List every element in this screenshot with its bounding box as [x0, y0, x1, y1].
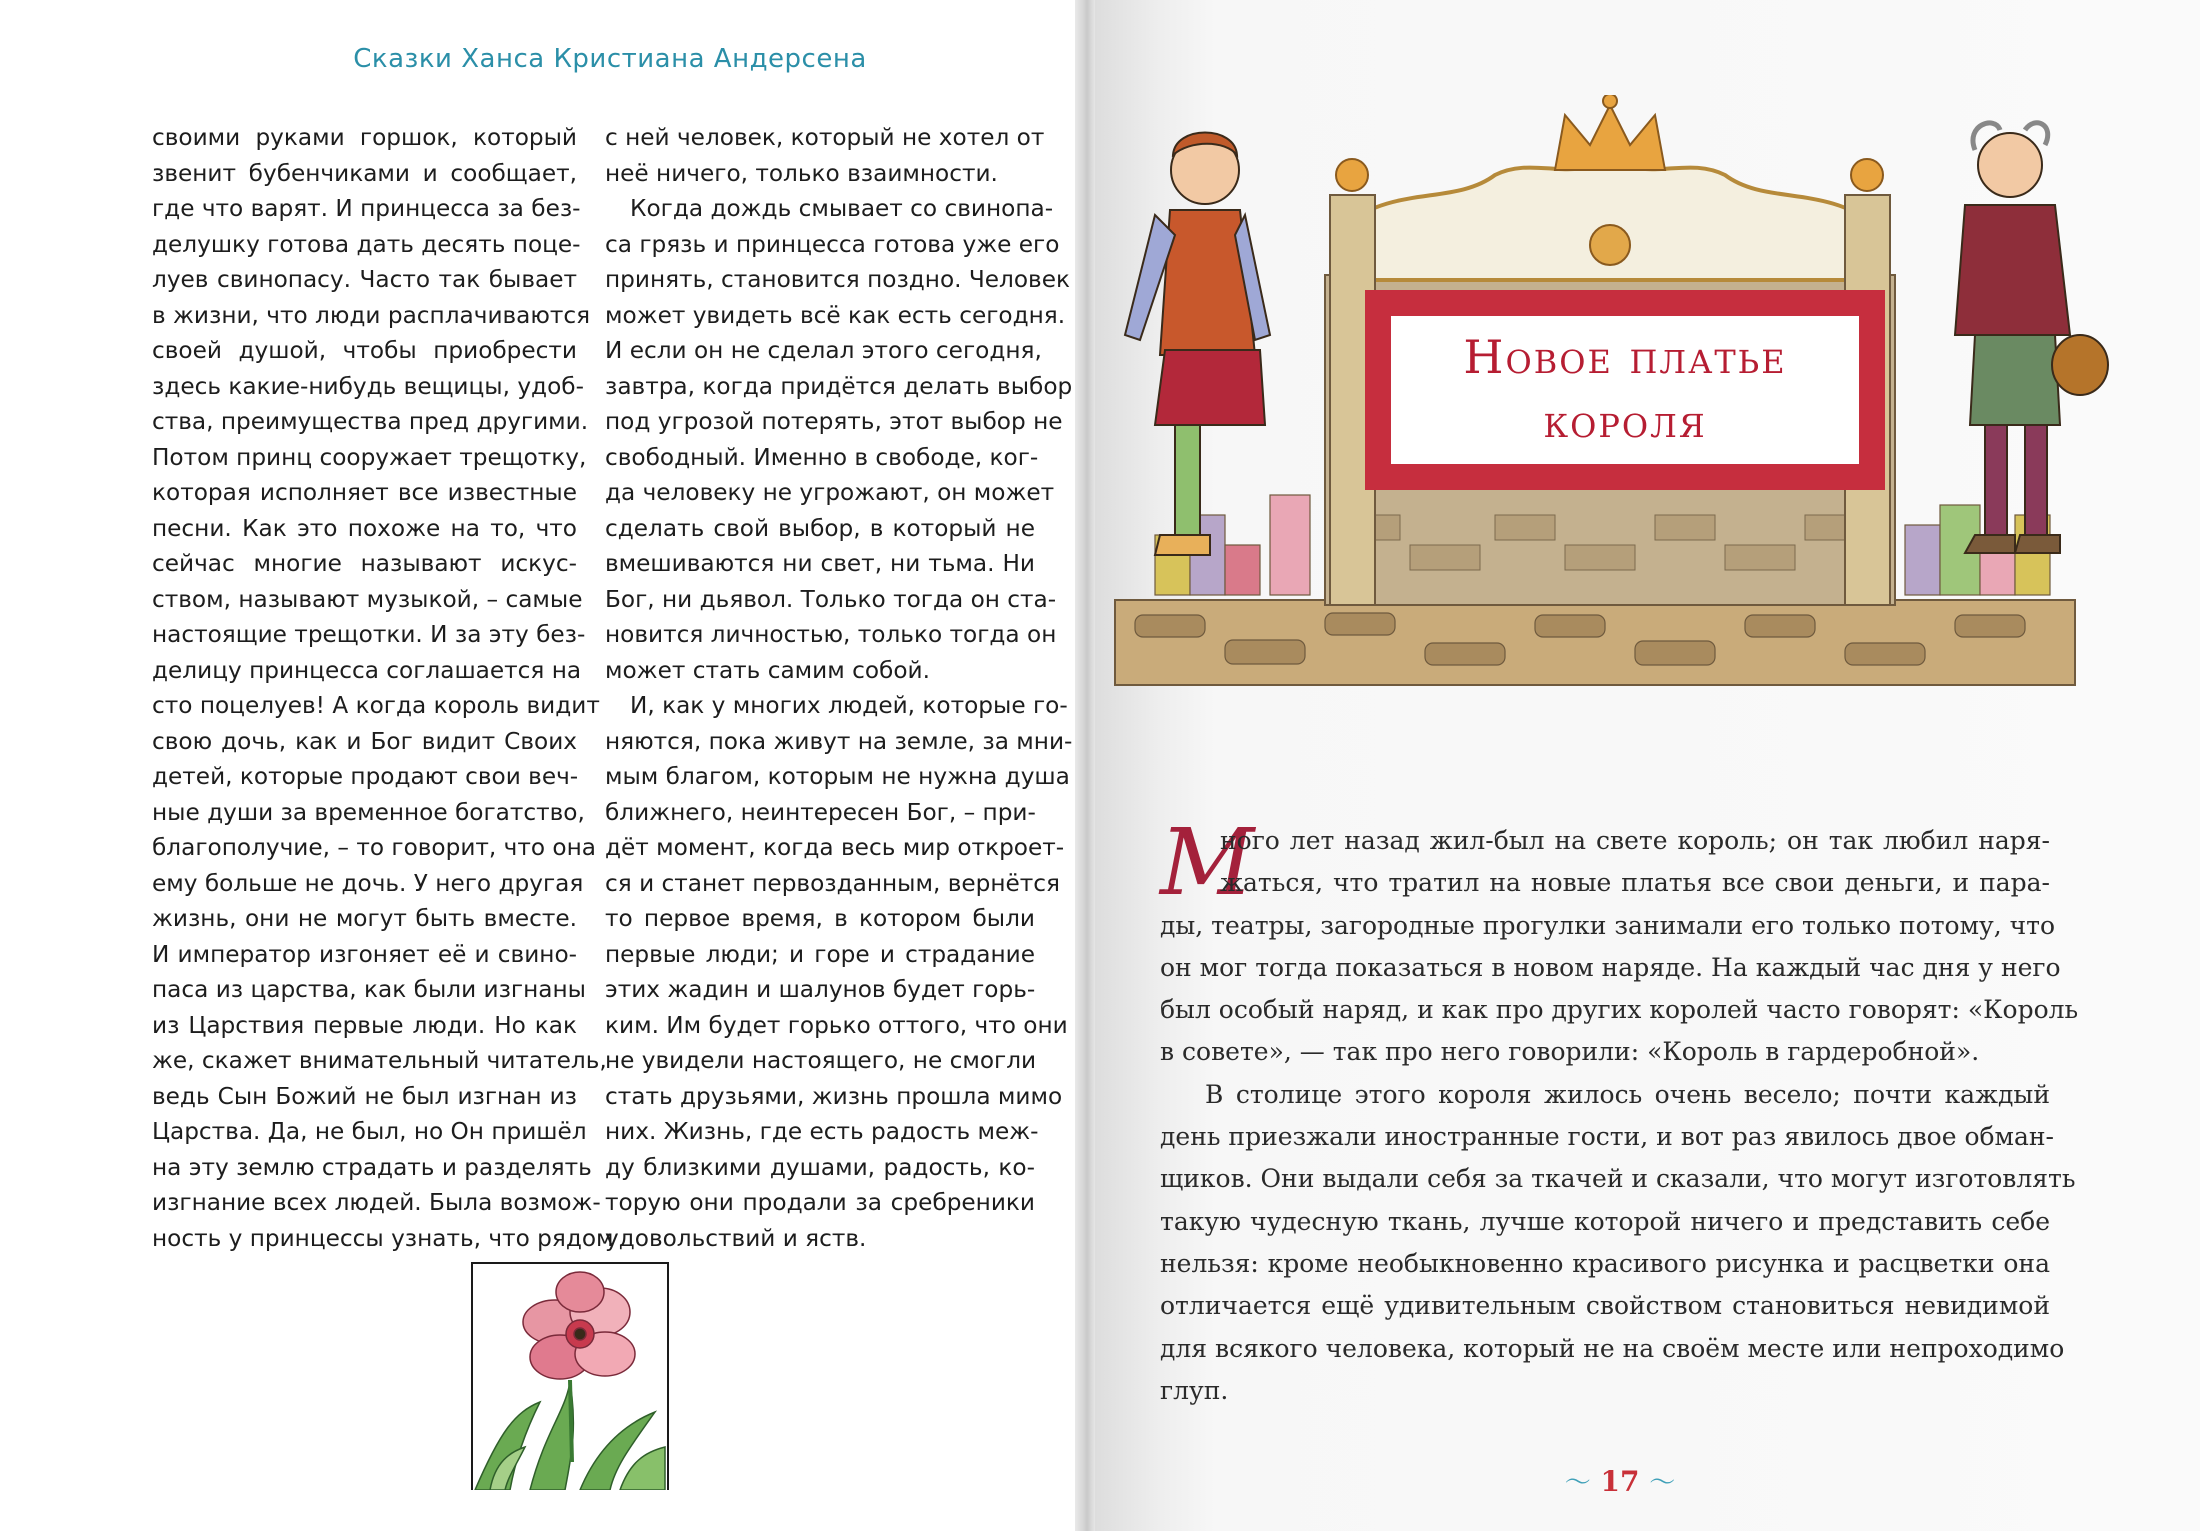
page-folio	[1540, 1462, 1700, 1499]
story-line: в совете», — так про него говорили: «Король в гардеробной».	[1160, 1037, 1980, 1067]
story-line: для всякого человека, который не на своём месте или непроходимо	[1160, 1333, 2065, 1363]
folio-ornament-left: 〜	[1564, 1468, 1591, 1498]
story-line: он мог тогда показаться в новом наряде. На каждый час дня у него	[1160, 952, 2061, 982]
story-line: отличается ещё удивительным свойством становиться невидимой	[1160, 1291, 2050, 1321]
story-line: нельзя: кроме необыкновенно красивого рисунка и расцветки она	[1160, 1248, 2050, 1278]
text-line: своей душой, чтобы приобрести	[152, 337, 577, 364]
text-line: где что варят. И принцесса за без-	[152, 195, 581, 222]
story-line: В столице этого короля жилось очень весело; почти каждый	[1205, 1079, 2050, 1109]
story-line: жаться, что тратил на новые платья все свои деньги, и пара-	[1220, 868, 2050, 898]
text-line: неё ничего, только взаимности.	[605, 159, 998, 187]
text-line: песни. Как это похоже на то, что	[152, 514, 577, 542]
text-line: ные души за временное богатство,	[152, 798, 585, 826]
flower-illustration	[470, 1262, 670, 1490]
story-line: день приезжали иностранные гости, и вот раз явилось двое обман-	[1160, 1122, 2055, 1152]
story-text	[1160, 820, 2079, 1412]
left-text-column-2	[605, 120, 1073, 1256]
text-line: изгнание всех людей. Была возмож-	[152, 1189, 601, 1216]
story-line: такую чудесную ткань, лучше которой ничего и представить себе	[1160, 1206, 2050, 1236]
text-line: паса из царства, как были изгнаны	[152, 976, 586, 1003]
text-line: ким. Им будет горько оттого, что они	[605, 1011, 1068, 1039]
title-line-1: Новое платье	[1463, 330, 1787, 384]
story-line: был особый наряд, и как про других королей часто говорят: «Король	[1160, 995, 2079, 1025]
text-line: на эту землю страдать и разделять	[152, 1153, 592, 1181]
text-line: ближнего, неинтересен Бог, – при-	[605, 798, 1036, 826]
text-line: сделать свой выбор, в который не	[605, 514, 1035, 542]
text-line: может стать самим собой.	[605, 656, 930, 684]
text-line: Царства. Да, не был, но Он пришёл	[152, 1118, 587, 1145]
text-line: И император изгоняет её и свино-	[152, 940, 577, 968]
text-line: может увидеть всё как есть сегодня.	[605, 301, 1066, 329]
text-line: свою дочь, как и Бог видит Своих	[152, 727, 577, 755]
text-line: ства, преимущества пред другими.	[152, 408, 589, 435]
text-line: своими руками горшок, который	[152, 124, 577, 151]
text-line: стать друзьями, жизнь прошла мимо	[605, 1082, 1063, 1110]
text-line: ся и станет первозданным, вернётся	[605, 869, 1060, 897]
story-title	[1365, 325, 1885, 453]
text-line: вмешиваются ни свет, ни тьма. Ни	[605, 550, 1035, 577]
story-line: щиков. Они выдали себя за ткачей и сказали, что могут изготовлять	[1160, 1164, 2076, 1194]
text-line: ему больше не дочь. У него другая	[152, 869, 584, 897]
text-line: удовольствий и яств.	[605, 1224, 867, 1252]
text-line: которая исполняет все известные	[152, 479, 577, 506]
left-text-column-1	[152, 120, 614, 1256]
text-line: няются, пока живут на земле, за мни-	[605, 727, 1073, 755]
text-line: Бог, ни дьявол. Только тогда он ста-	[605, 585, 1057, 613]
text-line: принять, становится поздно. Человек	[605, 266, 1070, 293]
text-line: детей, которые продают свои веч-	[152, 763, 579, 790]
text-line: делицу принцесса соглашается на	[152, 656, 582, 684]
text-line: И если он не сделал этого сегодня,	[605, 337, 1042, 364]
text-line: да человеку не угрожают, он может	[605, 479, 1055, 506]
text-line: жизнь, они не могут быть вместе.	[152, 905, 577, 932]
story-line: ного лет назад жил-был на свете король; он так любил наря-	[1220, 826, 2050, 855]
text-line: ством, называют музыкой, – самые	[152, 585, 583, 613]
text-line: не увидели настоящего, не смогли	[605, 1047, 1037, 1074]
story-line: глуп.	[1160, 1375, 1229, 1405]
text-line: завтра, когда придётся делать выбор	[605, 372, 1073, 400]
text-line: то первое время, в котором были	[605, 905, 1035, 932]
text-line: новится личностью, только тогда он	[605, 621, 1057, 648]
text-line: сейчас многие называют искус-	[152, 550, 577, 577]
text-line: мым благом, которым не нужна душа	[605, 763, 1070, 790]
text-line: настоящие трещотки. И за эту без-	[152, 621, 586, 648]
text-line: здесь какие-нибудь вещицы, удоб-	[152, 372, 584, 400]
text-line: Потом принц сооружает трещотку,	[152, 443, 587, 471]
text-line: них. Жизнь, где есть радость меж-	[605, 1118, 1039, 1145]
text-line: свободный. Именно в свободе, ког-	[605, 443, 1039, 471]
book-gutter	[1075, 0, 1095, 1531]
text-line: под угрозой потерять, этот выбор не	[605, 408, 1063, 435]
page-number: 17	[1600, 1465, 1640, 1498]
text-line: са грязь и принцесса готова уже его	[605, 230, 1060, 258]
text-line: ду близкими душами, радость, ко-	[605, 1153, 1035, 1181]
text-line: с ней человек, который не хотел от	[605, 124, 1045, 151]
title-line-2: короля	[1543, 394, 1707, 448]
text-line: благополучие, – то говорит, что она	[152, 834, 596, 861]
story-line: ды, театры, загородные прогулки занимали его только потому, что	[1160, 910, 2056, 940]
text-line: Когда дождь смывает со свинопа-	[630, 195, 1054, 222]
folio-ornament-right: 〜	[1649, 1468, 1676, 1498]
text-line: делушку готова дать десять поце-	[152, 230, 581, 258]
text-line: из Царствия первые люди. Но как	[152, 1011, 577, 1039]
text-line: И, как у многих людей, которые го-	[630, 692, 1068, 719]
running-head: Сказки Ханса Кристиана Андерсена	[353, 44, 867, 74]
drop-cap: М	[1160, 809, 1255, 916]
text-line: в жизни, что люди расплачиваются	[152, 301, 591, 329]
text-line: же, скажет внимательный читатель,	[152, 1047, 607, 1074]
text-line: ведь Сын Божий не был изгнан из	[152, 1082, 577, 1110]
text-line: первые люди; и горе и страдание	[605, 940, 1035, 968]
text-line: сто поцелуев! А когда король видит	[152, 692, 600, 719]
text-line: ность у принцессы узнать, что рядом	[152, 1224, 614, 1252]
text-line: звенит бубенчиками и сообщает,	[152, 159, 577, 187]
text-line: луев свинопасу. Часто так бывает	[152, 266, 577, 293]
text-line: этих жадин и шалунов будет горь-	[605, 976, 1036, 1003]
text-line: торую они продали за сребреники	[605, 1189, 1035, 1216]
text-line: дёт момент, когда весь мир откроет-	[605, 834, 1065, 861]
